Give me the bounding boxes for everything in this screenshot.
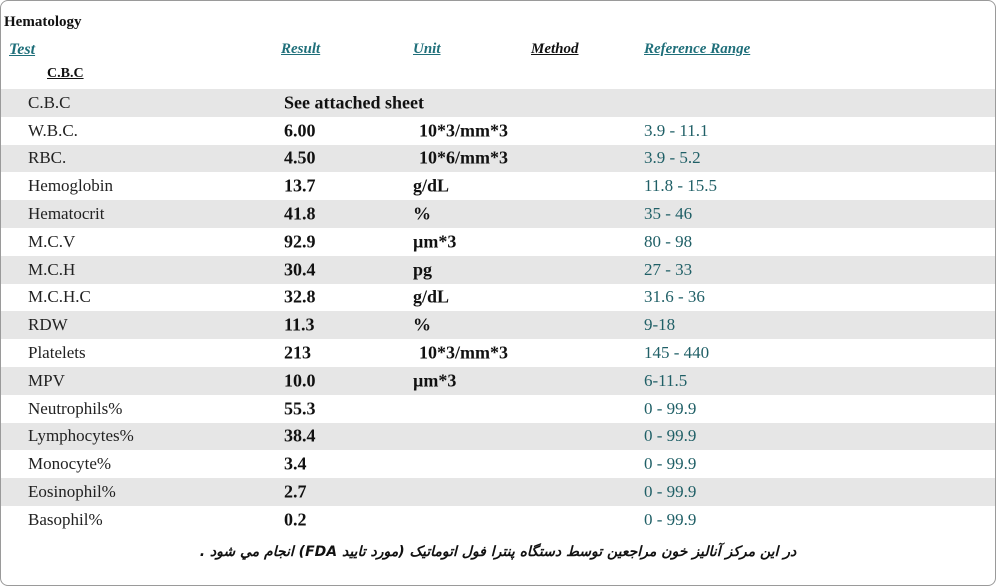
header-result: Result <box>281 41 321 57</box>
group-label-cbc: C.B.C <box>47 66 84 81</box>
test-name: Neutrophils% <box>28 398 123 418</box>
table-row <box>1 423 996 451</box>
test-reference-range: 6-11.5 <box>644 370 688 390</box>
test-result: 10.0 <box>284 370 316 391</box>
results-table <box>1 89 996 534</box>
test-name: Hemoglobin <box>28 176 113 196</box>
test-result: 55.3 <box>284 398 316 419</box>
test-result: 13.7 <box>284 175 316 196</box>
test-unit: g/dL <box>413 286 450 307</box>
test-unit: % <box>413 203 431 224</box>
table-row <box>1 339 996 367</box>
test-reference-range: 80 - 98 <box>644 231 693 251</box>
header-test: Test <box>9 41 36 58</box>
table-row <box>1 228 996 256</box>
test-unit: pg <box>413 259 433 280</box>
test-name: M.C.H <box>28 259 76 279</box>
test-result: 3.4 <box>284 453 307 474</box>
table-row <box>1 117 996 145</box>
table-row <box>1 506 996 534</box>
test-result: 0.2 <box>284 509 307 530</box>
table-row <box>1 89 996 117</box>
test-reference-range: 0 - 99.9 <box>644 454 697 474</box>
test-name: Platelets <box>28 343 86 363</box>
test-name: RBC. <box>28 148 67 168</box>
test-result: 38.4 <box>284 425 316 446</box>
test-name: C.B.C <box>28 92 71 112</box>
test-result: 41.8 <box>284 203 316 224</box>
test-reference-range: 35 - 46 <box>644 204 693 224</box>
table-row <box>1 172 996 200</box>
test-reference-range: 0 - 99.9 <box>644 509 697 529</box>
test-name: M.C.V <box>28 231 76 251</box>
table-row <box>1 256 996 284</box>
test-unit: 10*3/mm*3 <box>419 342 508 363</box>
test-result: 11.3 <box>284 314 315 335</box>
test-reference-range: 0 - 99.9 <box>644 398 697 418</box>
test-result: 6.00 <box>284 120 316 141</box>
test-result: 4.50 <box>284 147 316 168</box>
test-name: MPV <box>28 370 65 390</box>
test-reference-range: 9-18 <box>644 315 676 335</box>
test-name: Eosinophil% <box>28 482 116 502</box>
footer-note: در این مرکز آنالیز خون مراجعین توسط دستگاه پنترا فول اتوماتیک (مورد تایید FDA) انجام مي شود . <box>199 544 797 560</box>
test-reference-range: 3.9 - 11.1 <box>644 120 709 140</box>
table-row <box>1 395 996 423</box>
test-reference-range: 31.6 - 36 <box>644 287 705 307</box>
test-name: Hematocrit <box>28 204 105 224</box>
test-reference-range: 3.9 - 5.2 <box>644 148 701 168</box>
header-method: Method <box>531 41 579 57</box>
test-unit: µm*3 <box>413 370 457 391</box>
test-unit: g/dL <box>413 175 450 196</box>
table-row <box>1 478 996 506</box>
test-name: Basophil% <box>28 509 103 529</box>
test-name: Lymphocytes% <box>28 426 134 446</box>
table-row <box>1 145 996 173</box>
table-row <box>1 311 996 339</box>
test-unit: % <box>413 314 431 335</box>
test-name: W.B.C. <box>28 120 78 140</box>
test-unit: 10*3/mm*3 <box>419 120 508 141</box>
header-unit: Unit <box>413 41 441 57</box>
table-row <box>1 200 996 228</box>
test-reference-range: 0 - 99.9 <box>644 482 697 502</box>
header-reference-range: Reference Range <box>644 41 751 57</box>
test-name: Monocyte% <box>28 454 112 474</box>
table-row <box>1 450 996 478</box>
test-reference-range: 145 - 440 <box>644 343 710 363</box>
test-result: 2.7 <box>284 481 307 502</box>
test-result: 213 <box>284 342 311 363</box>
test-name: RDW <box>28 315 68 335</box>
test-name: M.C.H.C <box>28 287 91 307</box>
test-result: 32.8 <box>284 286 316 307</box>
test-unit: µm*3 <box>413 231 457 252</box>
section-title: Hematology <box>4 14 82 30</box>
test-result: See attached sheet <box>284 92 424 113</box>
test-reference-range: 27 - 33 <box>644 259 693 279</box>
test-unit: 10*6/mm*3 <box>419 147 508 168</box>
test-result: 30.4 <box>284 259 316 280</box>
test-result: 92.9 <box>284 231 316 252</box>
test-reference-range: 11.8 - 15.5 <box>644 176 718 196</box>
test-reference-range: 0 - 99.9 <box>644 426 697 446</box>
table-row <box>1 284 996 312</box>
table-row <box>1 367 996 395</box>
